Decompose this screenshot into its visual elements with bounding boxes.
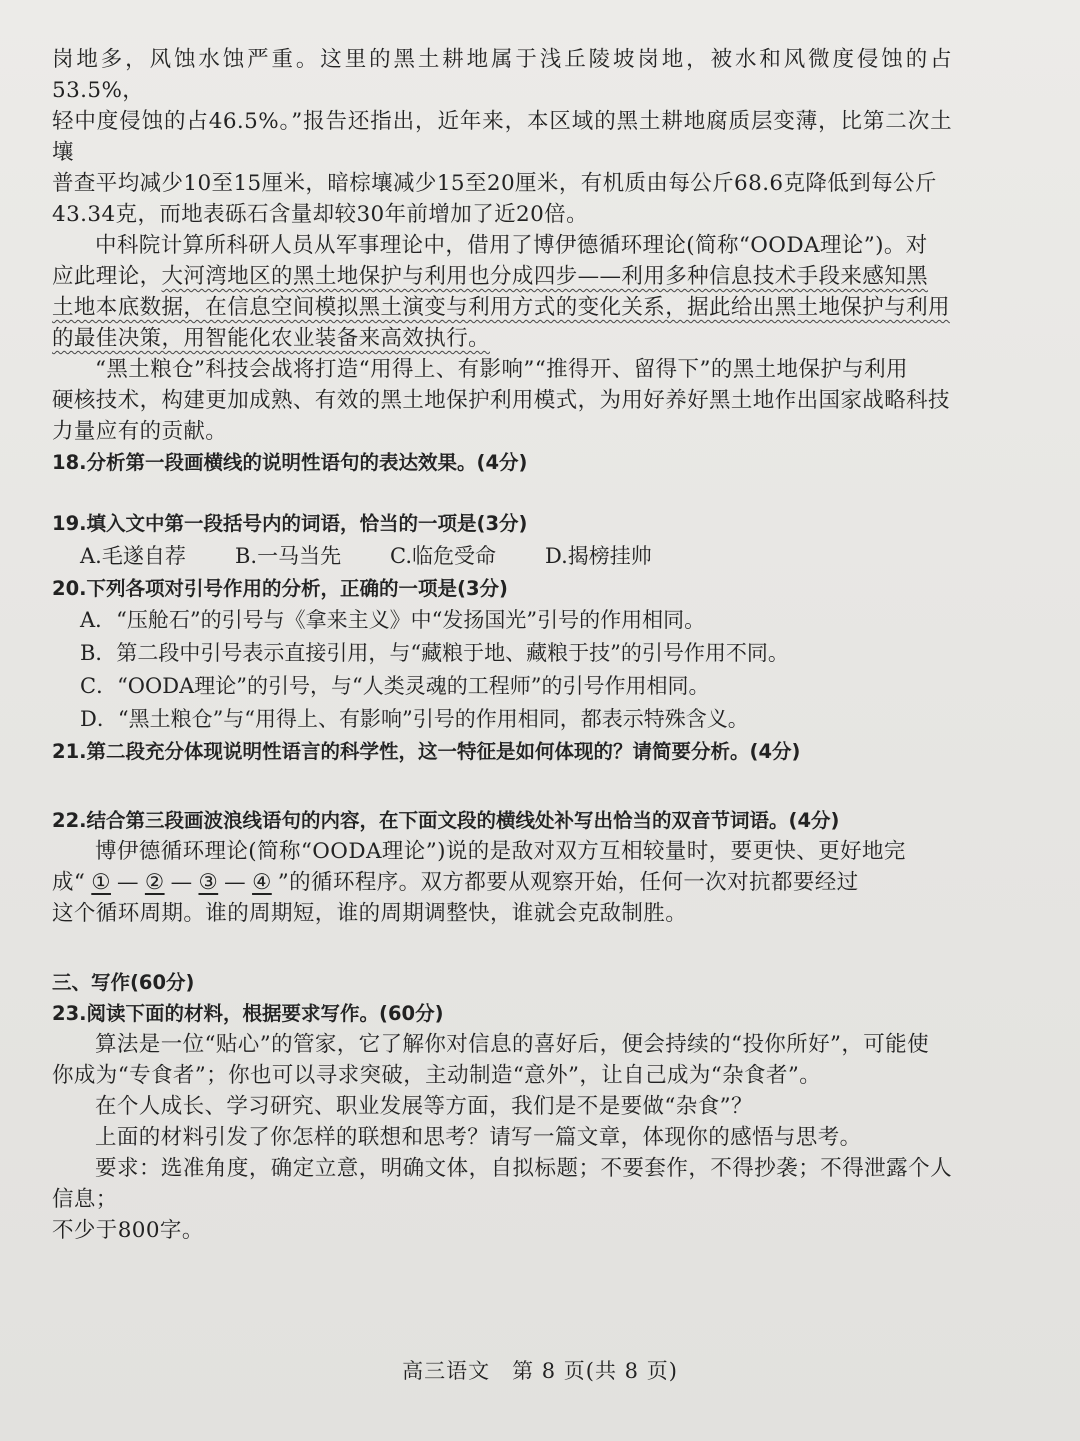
para1-line1: 岗地多，风蚀水蚀严重。这里的黑土耕地属于浅丘陵坡岗地，被水和风微度侵蚀的占53.5%， — [52, 47, 952, 103]
para2-line4 — [52, 323, 952, 354]
spacer-before-writing — [52, 929, 952, 967]
q19-option-d: D.揭榜挂帅 — [545, 544, 652, 568]
para2-line1: 中科院计算所科研人员从军事理论中，借用了博伊德循环理论(简称“OODA理论”)。对 — [95, 233, 928, 258]
q23-line2: 你成为“专食者”；你也可以寻求突破，主动制造“意外”，让自己成为“杂食者”。 — [52, 1063, 822, 1088]
question-21: 21.第二段充分体现说明性语言的科学性，这一特征是如何体现的？请简要分析。(4分) — [52, 740, 801, 763]
q19-option-a: A.毛遂自荐 — [80, 544, 186, 568]
page-footer: 高三语文 第 8 页(共 8 页) — [402, 1359, 678, 1383]
question-19-options — [52, 539, 952, 573]
q22-line3: 这个循环周期。谁的周期短，谁的周期调整快，谁就会克敌制胜。 — [52, 901, 688, 926]
para2-wavy-2: 土地本底数据，在信息空间模拟黑土演变与利用方式的变化关系，据此给出黑土地保护与利用 — [52, 295, 950, 320]
answer-space-18 — [52, 478, 952, 508]
para2-wavy-1: 大河湾地区的黑土地保护与利用也分成四步——利用多种信息技术手段来感知黑 — [161, 264, 929, 289]
blank-4[interactable]: ④ — [252, 870, 272, 895]
question-23: 23.阅读下面的材料，根据要求写作。(60分) — [52, 1002, 444, 1025]
q23-line3: 在个人成长、学习研究、职业发展等方面，我们是不是要做“杂食”？ — [95, 1094, 753, 1119]
q22-dash-1: — — [116, 870, 139, 895]
section-writing-title: 三、写作(60分) — [52, 971, 195, 994]
q22-line1: 博伊德循环理论(简称“OODA理论”)说的是敌对双方互相较量时，要更快、更好地完 — [95, 839, 906, 864]
para2-wavy-3: 的最佳决策，用智能化农业装备来高效执行。 — [52, 326, 491, 351]
q22-open-quote: 成“ — [52, 870, 86, 895]
para1-line4: 43.34克，而地表砾石含量却较30年前增加了近20倍。 — [52, 202, 588, 227]
para3-line1: “黑土粮仓”科技会战将打造“用得上、有影响”“推得开、留得下”的黑土地保护与利用 — [95, 357, 908, 382]
answer-space-21 — [52, 767, 952, 805]
q20-option-d: D．“黑土粮仓”与“用得上、有影响”引号的作用相同，都表示特殊含义。 — [80, 707, 749, 731]
para2-line3 — [52, 292, 952, 323]
question-18: 18.分析第一段画横线的说明性语句的表达效果。(4分) — [52, 451, 528, 474]
para1-line2: 轻中度侵蚀的占46.5%。”报告还指出，近年来，本区域的黑土耕地腐质层变薄，比第二次土壤 — [52, 109, 952, 165]
q23-line4: 上面的材料引发了你怎样的联想和思考？请写一篇文章，体现你的感悟与思考。 — [95, 1125, 862, 1150]
para3-line2: 硬核技术，构建更加成熟、有效的黑土地保护利用模式，为用好养好黑土地作出国家战略科技 — [52, 388, 950, 413]
blank-2[interactable]: ② — [144, 870, 165, 895]
page-content — [52, 44, 952, 1246]
q22-line2-rest: ”的循环程序。双方都要从观察开始，任何一次对抗都要经过 — [277, 870, 859, 895]
q20-option-c: C．“OODA理论”的引号，与“人类灵魂的工程师”的引号作用相同。 — [80, 674, 710, 698]
para2-line2 — [52, 261, 952, 292]
q23-line1: 算法是一位“贴心”的管家，它了解你对信息的喜好后，便会持续的“投你所好”，可能使 — [95, 1032, 929, 1057]
para3-line3: 力量应有的贡献。 — [52, 419, 228, 444]
blank-1[interactable]: ① — [91, 870, 111, 895]
q22-line2 — [52, 867, 952, 898]
para2-plain: 应此理论， — [52, 264, 162, 289]
q19-option-c: C.临危受命 — [390, 544, 496, 568]
blank-3[interactable]: ③ — [198, 870, 219, 895]
q22-dash-3: — — [224, 870, 247, 895]
q23-line6: 不少于800字。 — [52, 1218, 204, 1243]
question-22: 22.结合第三段画波浪线语句的内容，在下面文段的横线处补写出恰当的双音节词语。(4分) — [52, 809, 840, 832]
question-20: 20.下列各项对引号作用的分析，正确的一项是(3分) — [52, 577, 508, 600]
q19-option-b: B.一马当先 — [235, 544, 342, 568]
q22-dash-2: — — [170, 870, 193, 895]
para1-line3: 普查平均减少10至15厘米，暗棕壤减少15至20厘米，有机质由每公斤68.6克降低到每公斤 — [52, 171, 937, 196]
q20-option-a: A．“压舱石”的引号与《拿来主义》中“发扬国光”引号的作用相同。 — [80, 608, 706, 632]
q23-line5: 要求：选准角度，确定立意，明确文体，自拟标题；不要套作，不得抄袭；不得泄露个人信息； — [52, 1156, 952, 1212]
q20-option-b: B．第二段中引号表示直接引用，与“藏粮于地、藏粮于技”的引号作用不同。 — [80, 641, 789, 665]
question-19: 19.填入文中第一段括号内的词语，恰当的一项是(3分) — [52, 512, 528, 535]
